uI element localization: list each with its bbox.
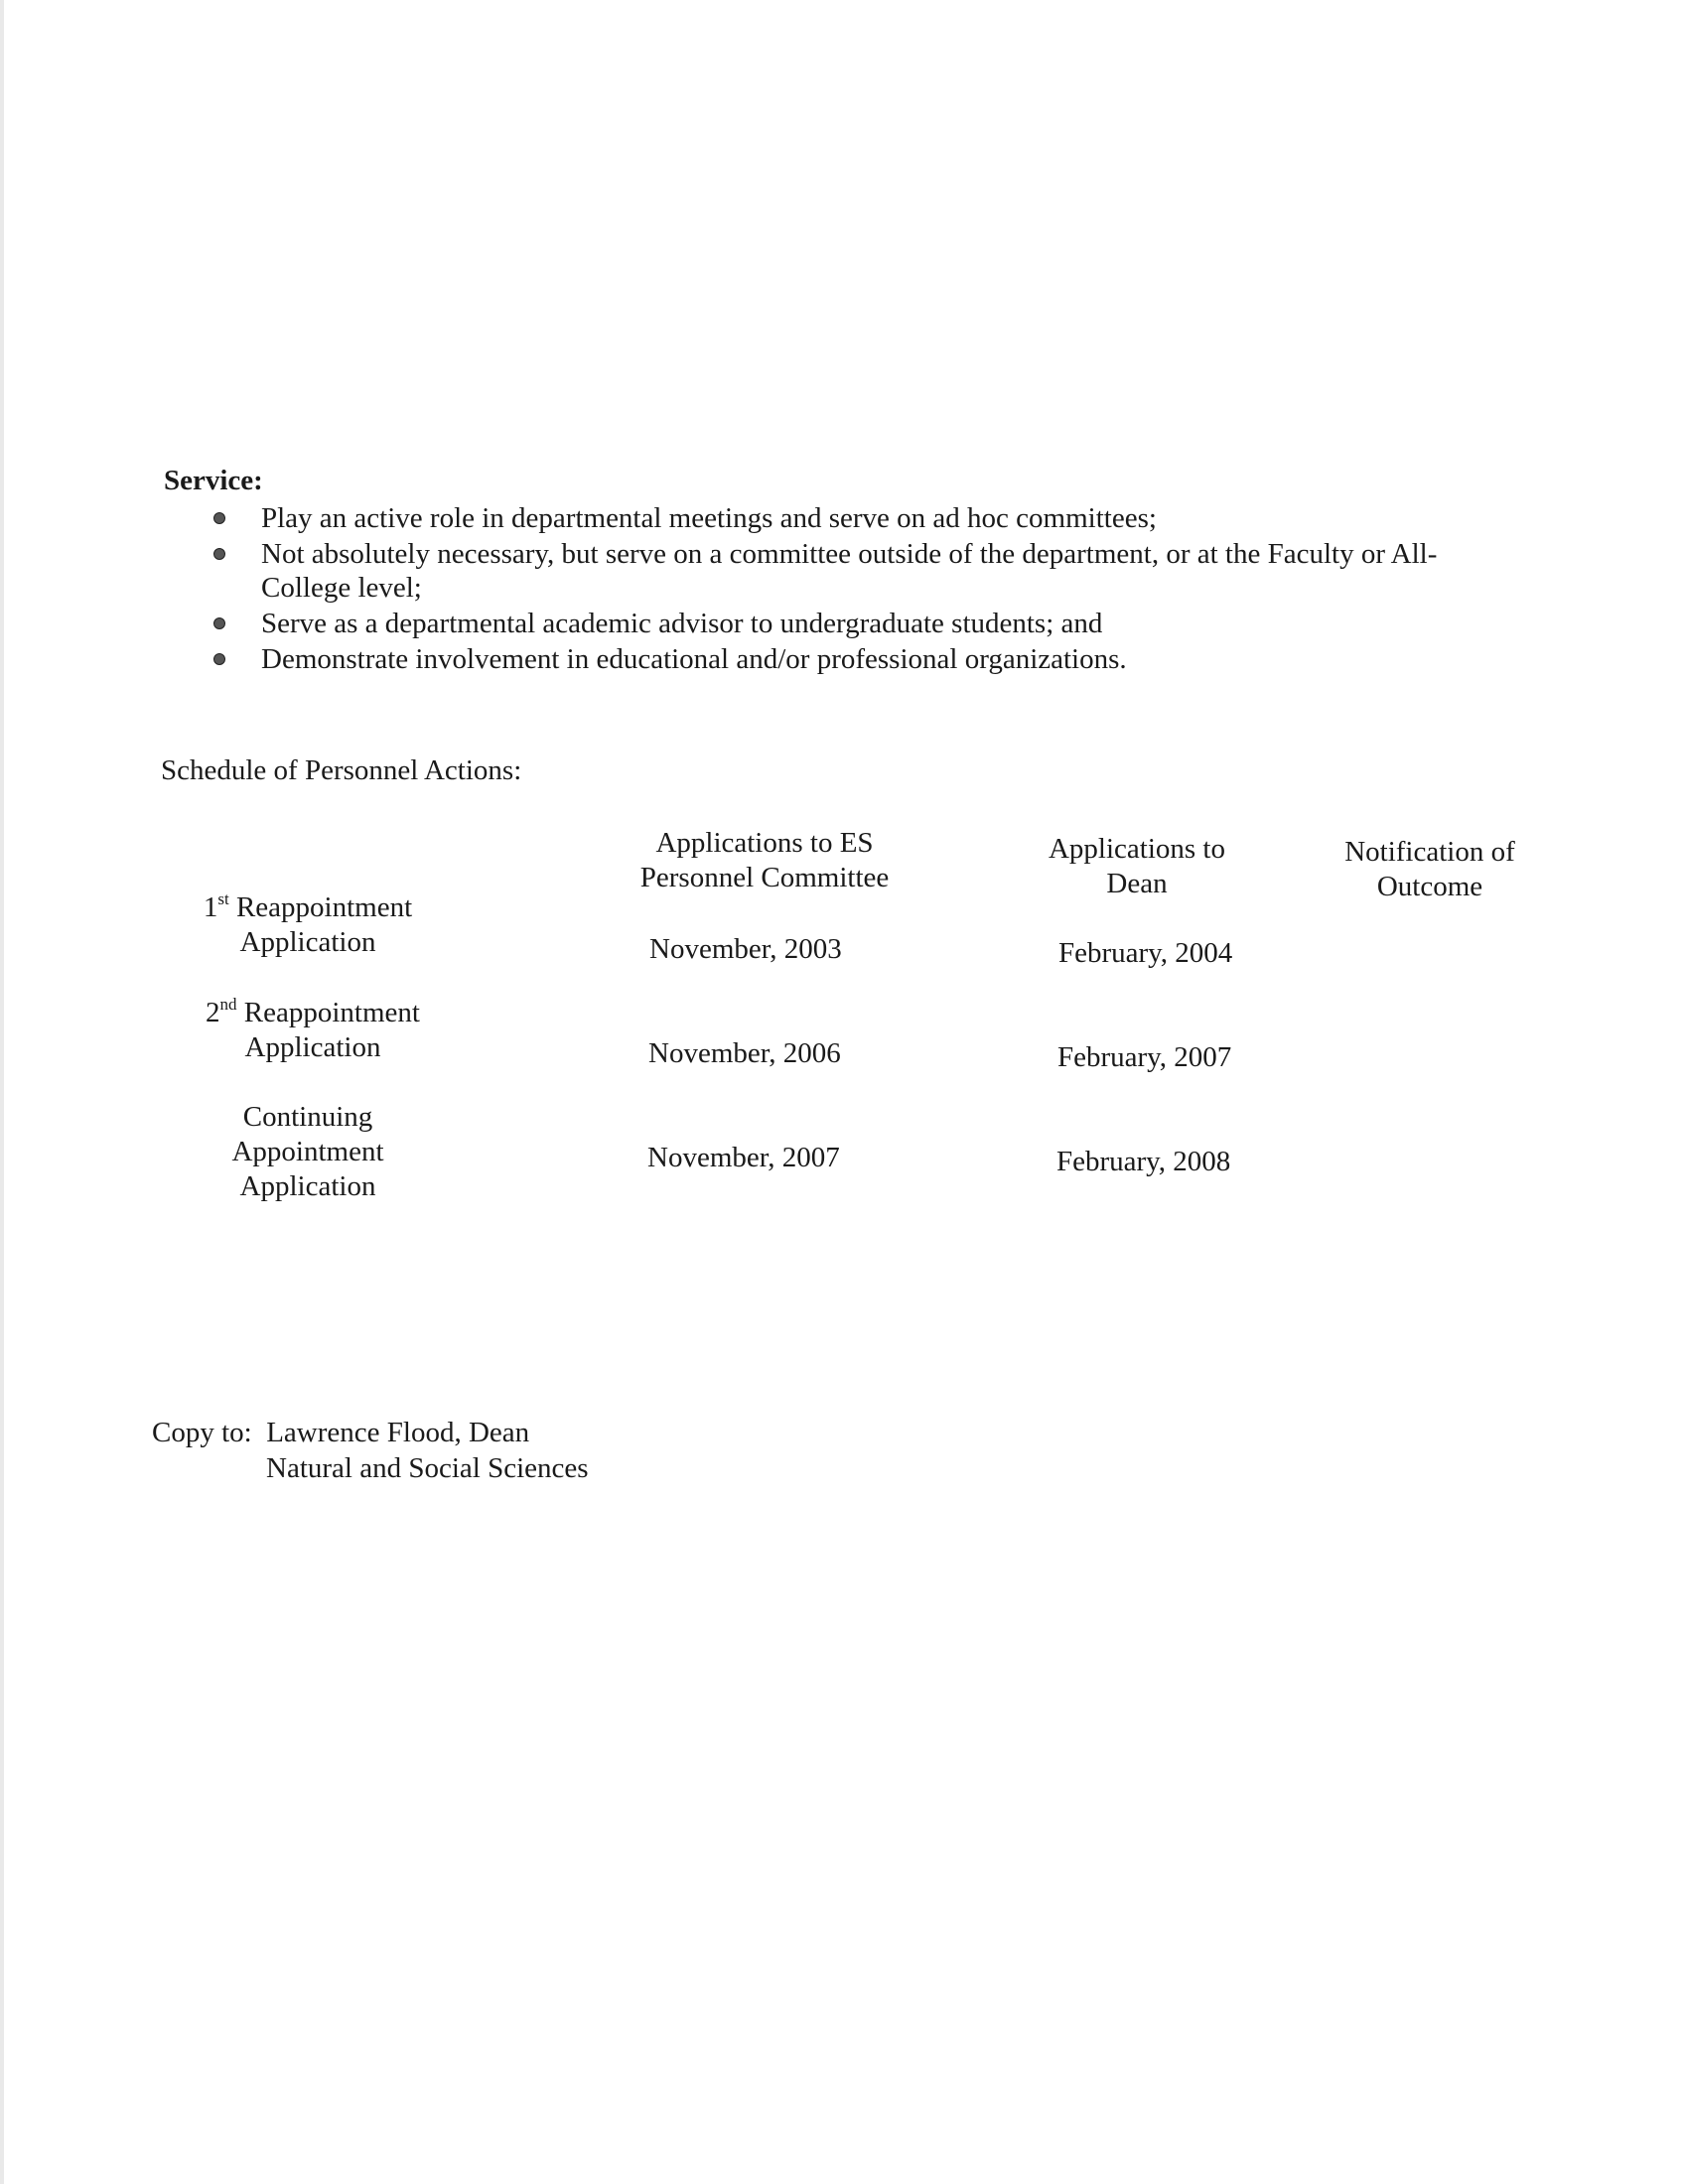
scan-edge [0,0,4,2184]
column-header-line: Outcome [1376,871,1483,902]
row-label-continuing-appointment [189,1100,427,1204]
bullet-icon [213,617,225,629]
ordinal-suffix: nd [219,995,237,1014]
service-heading: Service: [164,465,263,496]
bullet-icon [213,548,225,560]
row-label-text: Application [239,1170,376,1202]
row-label-text: Appointment [231,1136,384,1167]
column-header-line: Applications to [1048,833,1225,865]
list-item [207,501,1497,535]
column-header-notification [1311,835,1549,904]
row-label-text: Application [239,926,376,958]
service-list [207,501,1497,678]
row-label-text: Application [244,1031,381,1063]
ordinal-number: 1 [203,891,218,923]
committee-date: November, 2003 [649,933,842,965]
column-header-dean [1018,832,1256,901]
column-header-line: Personnel Committee [639,862,890,893]
schedule-title: Schedule of Personnel Actions: [161,754,522,786]
list-item-text: Serve as a departmental academic advisor to undergraduate students; and [261,608,1103,639]
list-item-text: Not absolutely necessary, but serve on a committee outside of the department, or at the Faculty or All-College level; [261,538,1438,604]
column-header-line: Dean [1106,868,1168,899]
row-label-text: Continuing [242,1101,373,1133]
dean-date: February, 2004 [1058,937,1233,969]
dean-date: February, 2008 [1056,1146,1231,1177]
list-item [207,607,1497,640]
ordinal-number: 2 [206,997,220,1028]
column-header-line: Applications to ES [655,827,874,859]
list-item-text: Play an active role in departmental meetings and serve on ad hoc committees; [261,502,1157,534]
committee-date: November, 2007 [647,1142,840,1173]
copy-to-label: Copy to: [152,1417,252,1448]
bullet-icon [213,512,225,524]
copy-to-name: Lawrence Flood, Dean [266,1417,530,1448]
committee-date: November, 2006 [648,1037,841,1069]
copy-to-department: Natural and Social Sciences [266,1452,589,1484]
list-item [207,537,1497,605]
copy-to-block [152,1415,589,1486]
list-item-text: Demonstrate involvement in educational and/or professional organizations. [261,643,1127,675]
bullet-icon [213,653,225,665]
dean-date: February, 2007 [1057,1041,1232,1073]
row-label-first-reappointment [179,890,437,960]
ordinal-suffix: st [217,889,229,908]
row-label-text: Reappointment [243,997,420,1028]
column-header-line: Notification of [1344,836,1515,868]
list-item [207,642,1497,676]
column-header-committee [616,826,913,895]
row-label-text: Reappointment [235,891,413,923]
row-label-second-reappointment [179,996,447,1065]
